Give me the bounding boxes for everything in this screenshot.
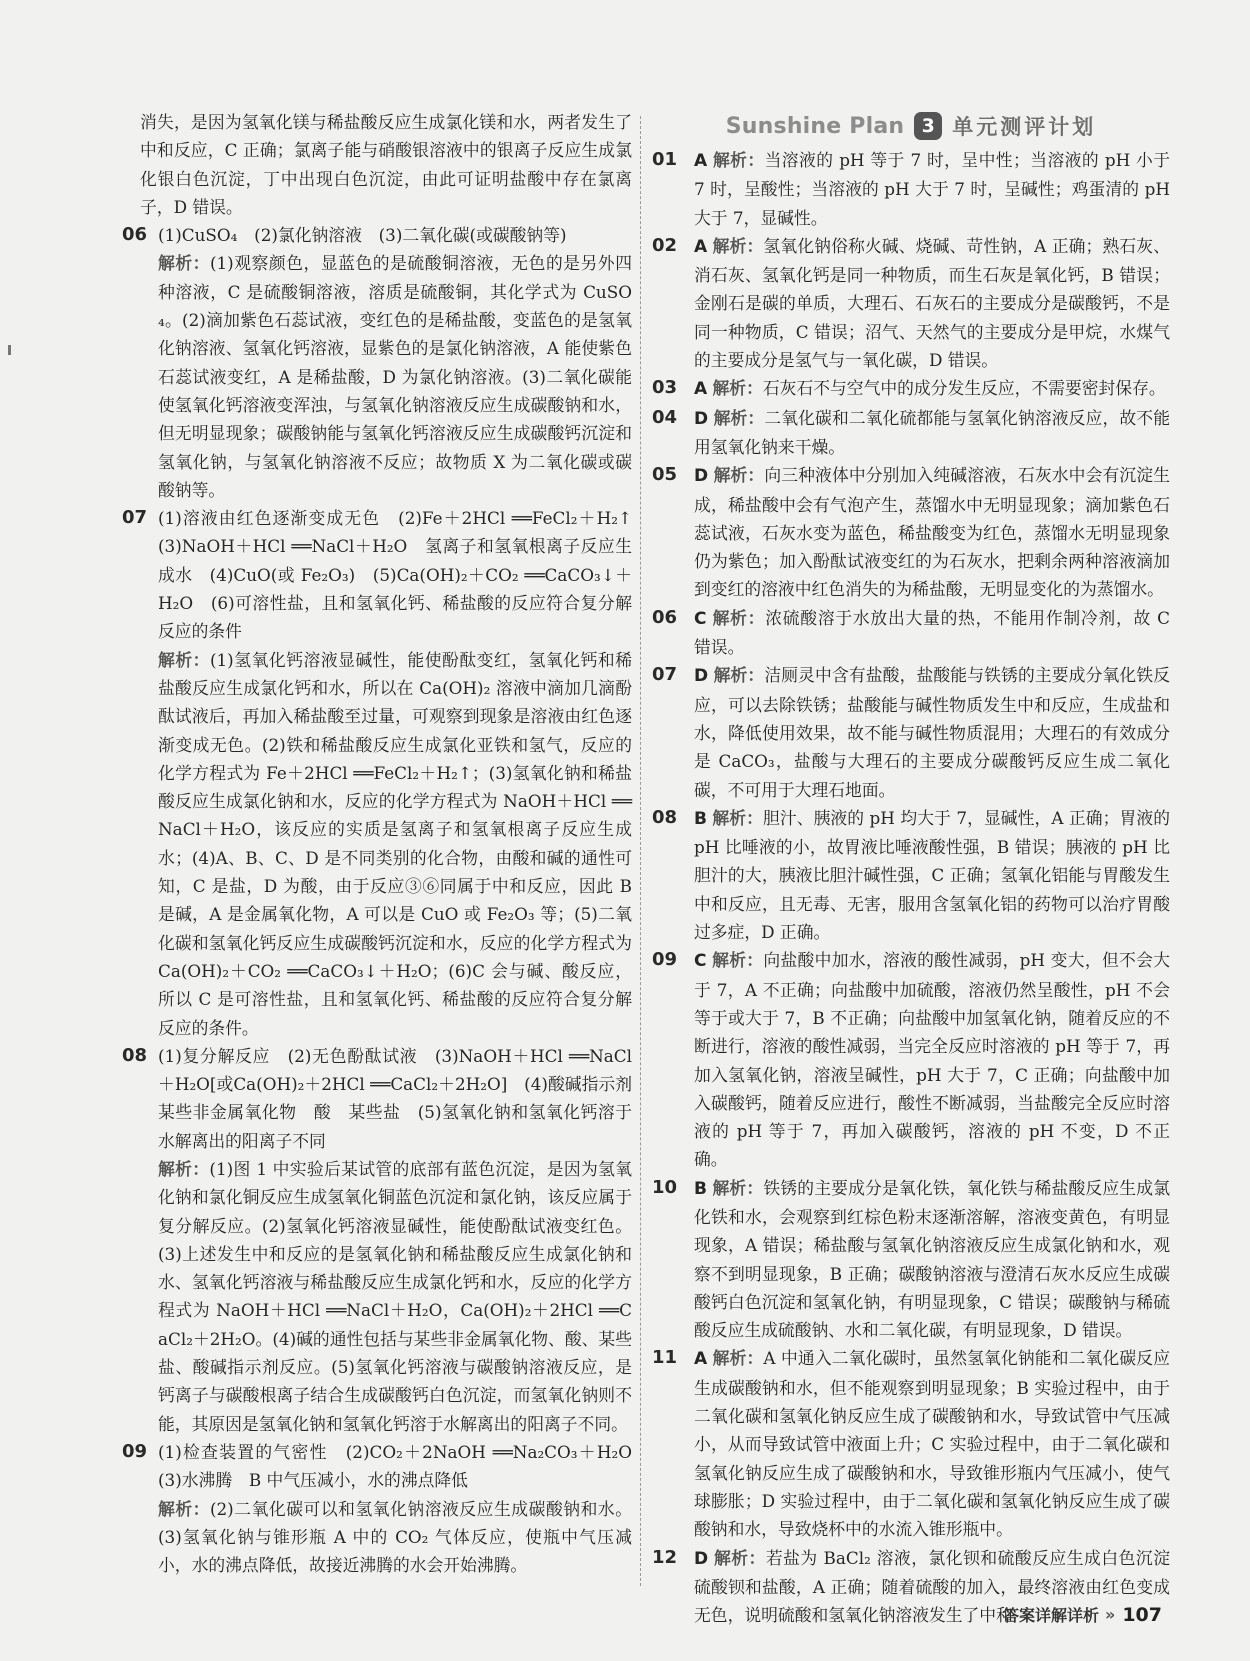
page-footer <box>1003 1603 1162 1626</box>
analysis-text: (1)图 1 中实验后某试管的底部有蓝色沉淀，是因为氢氧化钠和氯化铜反应生成氢氧化铜蓝色沉淀和氯化钠，该反应属于复分解反应。(2)氢氧化钙溶液显碱性，能使酚酞试液变红色。(3)上述发生中和反应的是氢氧化钠和稀盐酸反应生成氯化钠和水、氢氧化钙溶液与稀盐酸反应生成氯化钙和水，反应的化学方程式为 NaOH＋HCl ══NaCl＋H₂O，Ca(OH)₂＋2HCl ══CaCl₂＋2H₂O。(4)碱的通性包括与某些非金属氧化物、酸、某些盐、酸碱指示剂反应。(5)氢氧化钙溶液与碳酸钠溶液反应，是钙离子与碳酸根离子结合生成碳酸钙白色沉淀，而氢氧化钠则不能，其原因是氢氧化钠和氢氧化钙溶于水解离出的阳离子不同。 <box>158 1158 632 1434</box>
analysis-text: 当溶液的 pH 等于 7 时，呈中性；当溶液的 pH 小于 7 时，呈酸性；当溶液的 pH 大于 7 时，呈碱性；鸡蛋清的 pH 大于 7，显碱性。 <box>694 150 1170 228</box>
answer-letter: A <box>694 379 708 400</box>
question-number-value: 03 <box>652 377 678 399</box>
right-column <box>652 108 1170 1629</box>
analysis-text: 向盐酸中加水，溶液的酸性减弱，pH 变大，但不会大于 7，A 不正确；向盐酸中加硫酸，溶液仍然呈酸性，pH 不会等于或大于 7，B 不正确；向盐酸中加氢氧化钠，随着反应的不断进行，溶液的酸性减弱，当完全反应时溶液的 pH 等于 7，再加入氢氧化钠，溶液呈碱性，pH 大于 7，C 正确；向盐酸中加入碳酸钙，随着反应进行，酸性不断减弱，当盐酸完全反应时溶液的 pH 等于 7，再加入碳酸钙，溶液的 pH 不变，D 不正确。 <box>694 950 1170 1170</box>
question-number-value: 06 <box>652 606 678 628</box>
answer-letter: B <box>694 808 707 829</box>
analysis-text: 石灰石不与空气中的成分发生反应，不需要密封保存。 <box>762 378 1166 399</box>
answer-item <box>652 1174 1170 1345</box>
question-number <box>652 1544 694 1572</box>
analysis-text: 洁厕灵中含有盐酸，盐酸能与铁锈的主要成分氧化铁反应，可以去除铁锈；盐酸能与碱性物质发生中和反应，生成盐和水，降低使用效果，故不能与碱性物质混用；大理石的有效成分是 CaCO₃，盐酸与大理石的主要成分碳酸钙反应生成二氧化碳，不可用于大理石地面。 <box>694 665 1170 800</box>
unit-badge: 3 <box>914 112 942 140</box>
analysis-text: 胆汁、胰液的 pH 均大于 7，显碱性，A 正确；胃液的 pH 比唾液的小，故胃液比唾液酸性强，B 错误；胰液的 pH 比胆汁的大，胰液比胆汁碱性强，C 正确；氢氧化铝能与胃酸发生中和反应，且无毒、无害，服用含氢氧化铝的药物可以治疗胃酸过多症，D 正确。 <box>694 807 1170 943</box>
answer-item <box>652 804 1170 946</box>
answer-item <box>652 946 1170 1173</box>
analysis-text: A 中通入二氧化碳时，虽然氢氧化钠能和二氧化碳反应生成碳酸钠和水，但不能观察到明显现象；B 实验过程中，由于二氧化碳和氢氧化钠反应生成了碳酸钠和水，导致试管中气压减小，从而导致试管中液面上升；C 实验过程中，由于二氧化碳和氢氧化钠反应生成了碳酸钠和水，导致锥形瓶内气压减小，使气球膨胀；D 实验过程中，由于二氧化碳和氢氧化钠反应生成了碳酸钠和水，导致烧杯中的水流入锥形瓶中。 <box>694 1348 1170 1540</box>
question-08 <box>122 1042 649 1438</box>
footer-label: 答案详解详析 <box>1002 1606 1099 1625</box>
answer-letter: A <box>694 1349 708 1370</box>
answer-letter: A <box>694 236 708 257</box>
analysis-label: 解析： <box>158 649 210 670</box>
analysis-label: 解析： <box>712 1177 764 1198</box>
analysis-text: (1)观察颜色，显蓝色的是硫酸铜溶液，无色的是另外四种溶液，C 是硫酸铜溶液，溶质是硫酸铜，其化学式为 CuSO₄。(2)滴加紫色石蕊试液，变红色的是稀盐酸，变蓝色的是氢氧化钠溶液、氢氧化钙溶液，显紫色的是氯化钠溶液，A 能使紫色石蕊试液变红，A 是稀盐酸，D 为氯化钠溶液。(3)二氧化碳能使氢氧化钙溶液变浑浊，与氢氧化钠溶液反应生成碳酸钠和水，但无明显现象；碳酸钠能与氢氧化钙溶液反应生成碳酸钙沉淀和氢氧化钠，与氢氧化钠溶液不反应；故物质 X 为二氧化碳或碳酸钠等。 <box>158 253 632 500</box>
answer-letter: D <box>694 466 709 487</box>
question-06 <box>122 221 632 504</box>
analysis-label: 解析： <box>712 607 766 628</box>
analysis-label: 解析： <box>712 950 764 971</box>
answer-letter: B <box>694 1178 707 1199</box>
question-number-value: 12 <box>652 1546 678 1568</box>
answer-letter: D <box>694 408 709 429</box>
answer-item <box>652 1344 1170 1543</box>
answer-letter: A <box>694 151 708 171</box>
answer-item <box>652 146 1170 232</box>
analysis-text: 向三种液体中分别加入纯碱溶液，石灰水中会有沉淀生成，稀盐酸中会有气泡产生，蒸馏水中无明显现象；滴加紫色石蕊试液，石灰水变为蓝色，稀盐酸变为红色，蒸馏水无明显现象仍为紫色；加入酚酞试液变红的为石灰水，把剩余两种溶液滴加到变红的溶液中红色消失的为稀盐酸，无明显变化的为蒸馏水。 <box>694 465 1170 600</box>
question-number-value: 07 <box>652 664 678 686</box>
analysis-text: 二氧化碳和二氧化硫都能与氢氧化钠溶液反应，故不能用氢氧化钠来干燥。 <box>694 407 1170 457</box>
question-number <box>652 374 694 402</box>
answer-text: (1)溶液由红色逐渐变成无色 (2)Fe＋2HCl ══FeCl₂＋H₂↑ (3)NaOH＋HCl ══NaCl＋H₂O 氢离子和氢氧根离子反应生成水 (4)CuO(或 Fe₂O₃) (5)Ca(OH)₂＋CO₂ ══CaCO₃↓＋H₂O (6)可溶性盐，且和氢氧化钙、稀盐酸的反应符合复分解反应的条件 <box>158 508 649 642</box>
question-number: 08 <box>122 1044 148 1066</box>
answer-letter: C <box>694 951 707 972</box>
section-header <box>652 108 1170 144</box>
section-title: 单元测评计划 <box>952 115 1097 139</box>
answer-list <box>652 146 1170 1629</box>
question-09 <box>122 1438 649 1579</box>
answer-text: (1)检查装置的气密性 (2)CO₂＋2NaOH ══Na₂CO₃＋H₂O (3)水沸腾 B 中气压减小，水的沸点降低 <box>158 1441 649 1491</box>
question-number <box>652 146 694 174</box>
analysis-label: 解析： <box>712 1348 764 1369</box>
page-number: 107 <box>1122 1603 1162 1626</box>
answer-letter: D <box>694 1548 709 1569</box>
column-divider <box>640 116 641 1586</box>
question-number <box>652 604 694 632</box>
brand-name: Sunshine Plan <box>725 113 905 139</box>
left-column <box>122 108 649 1579</box>
scan-mark <box>8 345 11 355</box>
answer-text: (1)复分解反应 (2)无色酚酞试液 (3)NaOH＋HCl ══NaCl＋H₂O[或Ca(OH)₂＋2HCl ══CaCl₂＋2H₂O] (4)酸碱指示剂 某些非金属氧化物 酸 某些盐 (5)氢氧化钠和氢氧化钙溶于水解离出的阳离子不同 <box>158 1045 649 1151</box>
question-number <box>652 804 694 832</box>
analysis-label: 解析： <box>712 807 763 828</box>
question-number: 06 <box>122 224 148 246</box>
analysis-text: 铁锈的主要成分是氧化铁，氧化铁与稀盐酸反应生成氯化铁和水，会观察到红棕色粉末逐渐溶解，溶液变黄色，有明显现象，A 错误；稀盐酸与氢氧化钠溶液反应生成氯化钠和水，观察不到明显现象，B 正确；碳酸钠溶液与澄清石灰水反应生成碳酸钙白色沉淀和氢氧化钠，有明显现象，C 错误；碳酸钠与稀硫酸反应生成硫酸钠、水和二氧化碳，有明显现象，D 错误。 <box>694 1177 1170 1341</box>
question-number-value: 02 <box>652 234 678 256</box>
analysis-label: 解析： <box>158 1498 210 1519</box>
question-number: 07 <box>122 507 148 529</box>
analysis-label: 解析： <box>713 407 765 428</box>
question-number: 09 <box>122 1440 148 1462</box>
analysis-label: 解析： <box>158 1158 210 1179</box>
analysis-text: 氢氧化钠俗称火碱、烧碱、苛性钠，A 正确；熟石灰、消石灰、氢氧化钙是同一种物质，而生石灰是氧化钙，B 错误；金刚石是碳的单质，大理石、石灰石的主要成分是碳酸钙，不是同一种物质，C 错误；沼气、天然气的主要成分是甲烷，水煤气的主要成分是氢气与一氧化碳，D 错误。 <box>694 235 1170 371</box>
question-number-value: 04 <box>652 406 678 428</box>
answer-item <box>652 461 1170 603</box>
question-number <box>652 946 694 974</box>
answer-letter: C <box>694 608 707 629</box>
answer-item <box>652 374 1170 403</box>
question-number <box>652 404 694 432</box>
analysis-label: 解析： <box>713 665 765 686</box>
answer-letter: D <box>694 666 709 687</box>
double-chevron-icon: » <box>1104 1605 1113 1624</box>
question-number-value: 10 <box>652 1176 678 1198</box>
question-number <box>652 232 694 260</box>
question-number <box>652 461 694 489</box>
answer-text: (1)CuSO₄ (2)氯化钠溶液 (3)二氧化碳(或碳酸钠等) <box>158 225 567 246</box>
question-number <box>652 661 694 689</box>
question-number-value: 09 <box>652 949 678 971</box>
question-number-value: 08 <box>652 806 678 828</box>
question-number <box>652 1344 694 1372</box>
answer-item <box>652 404 1170 462</box>
analysis-text: 若盐为 BaCl₂ 溶液，氯化钡和硫酸反应生成白色沉淀硫酸钡和盐酸，A 正确；随着硫酸的加入，最终溶液由红色变成无色，说明硫酸和氢氧化钠溶液发生了中和 <box>694 1547 1170 1626</box>
analysis-label: 解析： <box>713 1547 766 1568</box>
analysis-text: (2)二氧化碳可以和氢氧化钠溶液反应生成碳酸钠和水。(3)氢氧化钠与锥形瓶 A 中的 CO₂ 气体反应，使瓶中气压减小，水的沸点降低，故接近沸腾的水会开始沸腾。 <box>158 1498 632 1576</box>
analysis-text: (1)氢氧化钙溶液显碱性，能使酚酞变红，氢氧化钙和稀盐酸反应生成氯化钙和水，所以在 Ca(OH)₂ 溶液中滴加几滴酚酞试液后，再加入稀盐酸至过量，可观察到现象是溶液由红色逐渐变成无色。(2)铁和稀盐酸反应生成氯化亚铁和氢气，反应的化学方程式为 Fe＋2HCl ══FeCl₂＋H₂↑；(3)氢氧化钠和稀盐酸反应生成氯化钠和水，反应的化学方程式为 NaOH＋HCl ══NaCl＋H₂O，该反应的实质是氢离子和氢氧根离子反应生成水；(4)A、B、C、D 是不同类别的化合物，由酸和碱的通性可知，C 是盐，D 为酸，由于反应③⑥同属于中和反应，因此 B 是碱，A 是金属氧化物，A 可以是 CuO 或 Fe₂O₃ 等；(5)二氧化碳和氢氧化钙反应生成碳酸钙沉淀和水，反应的化学方程式为 Ca(OH)₂＋CO₂ ══CaCO₃↓＋H₂O；(6)C 会与碱、酸反应，所以 C 是可溶性盐，且和氢氧化钙、稀盐酸的反应符合复分解反应的条件。 <box>158 649 632 1038</box>
question-number <box>652 1174 694 1202</box>
question-number-value: 01 <box>652 149 678 170</box>
answer-item <box>652 604 1170 662</box>
analysis-label: 解析： <box>712 235 764 256</box>
analysis-label: 解析： <box>712 150 765 170</box>
answer-item <box>652 661 1170 803</box>
question-07 <box>122 504 649 1042</box>
carry-over-text: 消失，是因为氢氧化镁与稀盐酸反应生成氯化镁和水，两者发生了中和反应，C 正确；氯离子能与硝酸银溶液中的银离子反应生成氯化银白色沉淀，丁中出现白色沉淀，由此可证明盐酸中存在氯离子，D 错误。 <box>140 112 632 217</box>
answer-item <box>652 232 1170 374</box>
analysis-text: 浓硫酸溶于水放出大量的热，不能用作制冷剂，故 C 错误。 <box>694 607 1170 658</box>
question-number-value: 11 <box>652 1347 678 1369</box>
question-number-value: 05 <box>652 464 678 486</box>
analysis-label: 解析： <box>158 253 210 274</box>
analysis-label: 解析： <box>713 465 765 486</box>
analysis-label: 解析： <box>712 378 763 399</box>
